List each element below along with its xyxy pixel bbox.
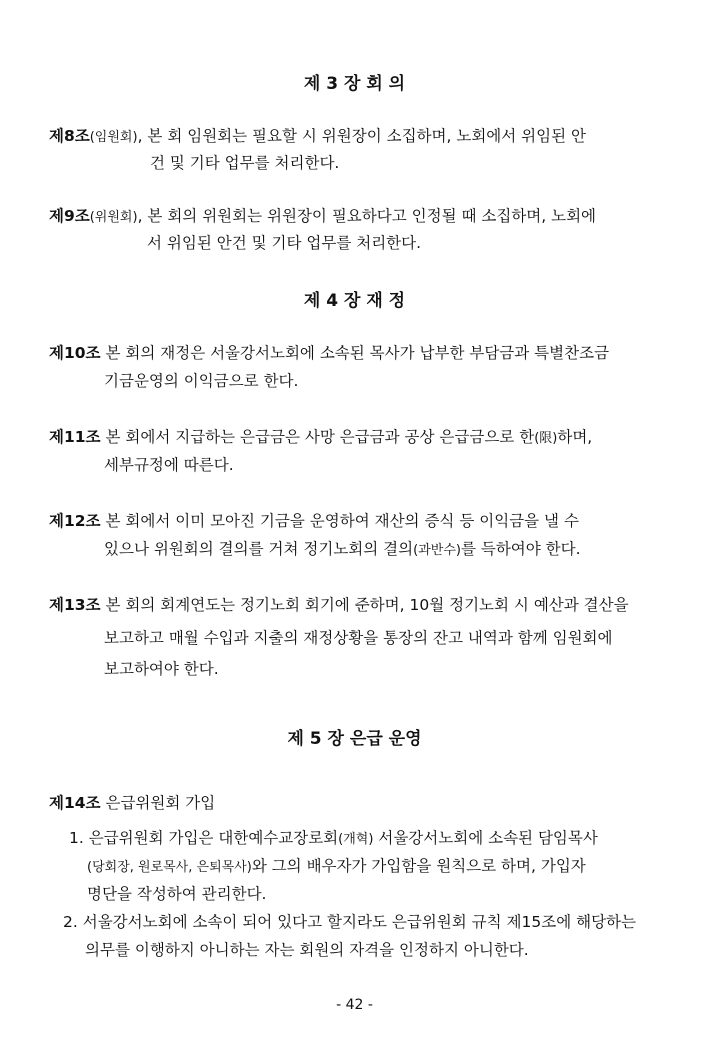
article-9-line-1 — [49, 206, 596, 228]
article-14-item-1-line-2 — [87, 856, 586, 878]
article-11-line-2: 세부규정에 따른다. — [104, 456, 234, 474]
article-12-text-2a: 있으나 위원회의 결의를 거쳐 정기노회의 결의 — [104, 540, 414, 558]
article-14-line-1 — [49, 793, 215, 813]
article-8-line-2: 건 및 기타 업무를 처리한다. — [150, 154, 340, 172]
article-14-item-1-line-1 — [69, 828, 598, 850]
article-14-item-1-text-2b: 와 그의 배우자가 가입함을 원칙으로 하며, 가입자 — [251, 857, 586, 875]
article-13-line-3: 보고하여야 한다. — [104, 660, 219, 678]
article-11-line-1 — [49, 427, 592, 449]
article-8-line-1 — [49, 126, 586, 148]
article-8-title: (임원회) — [89, 130, 138, 145]
article-11-text-1b: 하며, — [557, 428, 593, 446]
article-14-item-1-text-1b: 서울강서노회에 소속된 담임목사 — [373, 829, 598, 847]
article-12-text-2b: 를 득하여야 한다. — [460, 540, 581, 558]
article-13-number: 제13조 — [49, 596, 101, 614]
article-14-number: 제14조 — [49, 794, 101, 812]
article-9-line-2: 서 위임된 안건 및 기타 업무를 처리한다. — [147, 234, 422, 252]
article-13-line-1 — [49, 595, 629, 615]
article-9-title: (위원회) — [89, 210, 138, 225]
article-12-line-1 — [49, 511, 579, 531]
article-14-item-1-marker: 1. — [69, 829, 84, 847]
article-14-item-2-line-1 — [63, 912, 636, 932]
page-number: - 42 - — [336, 997, 373, 1013]
article-10-text-1: 본 회의 재정은 서울강서노회에 소속된 목사가 납부한 부담금과 특별찬조금 — [105, 344, 610, 362]
article-8-text-1: , 본 회 임원회는 필요할 시 위원장이 소집하며, 노회에서 위임된 안 — [137, 127, 586, 145]
article-11-paren: (限) — [534, 431, 558, 446]
article-10-number: 제10조 — [49, 344, 101, 362]
article-14-item-1-line-3: 명단을 작성하여 관리한다. — [87, 885, 267, 903]
article-12-paren: (과반수) — [413, 543, 461, 558]
article-10-line-1 — [49, 343, 609, 363]
article-12-number: 제12조 — [49, 512, 101, 530]
article-11-number: 제11조 — [49, 428, 101, 446]
article-14-item-2-text-1: 서울강서노회에 소속이 되어 있다고 할지라도 은급위원회 규칙 제15조에 해당하는 — [82, 913, 636, 931]
article-14-item-2-line-2: 의무를 이행하지 아니하는 자는 회원의 자격을 인정하지 아니한다. — [85, 941, 529, 959]
article-14-item-2-marker: 2. — [63, 913, 78, 931]
article-11-text-1a: 본 회에서 지급하는 은급금은 사망 은급금과 공상 은급금으로 한 — [105, 428, 535, 446]
chapter-5-heading: 제 5 장 은급 운영 — [287, 729, 422, 749]
article-13-line-2: 보고하고 매월 수입과 지출의 재정상황을 통장의 잔고 내역과 함께 임원회에 — [104, 629, 613, 647]
article-12-text-1: 본 회에서 이미 모아진 기금을 운영하여 재산의 증식 등 이익금을 낼 수 — [105, 512, 579, 530]
chapter-3-heading: 제 3 장 회 의 — [303, 74, 406, 94]
article-10-line-2: 기금운영의 이익금으로 한다. — [104, 372, 299, 390]
article-9-text-1: , 본 회의 위원회는 위원장이 필요하다고 인정될 때 소집하며, 노회에 — [137, 207, 597, 225]
article-8-number: 제8조 — [49, 127, 90, 145]
article-12-line-2 — [104, 539, 581, 561]
article-14-item-1-text-1a: 은급위원회 가입은 대한예수교장로회 — [88, 829, 339, 847]
article-9-number: 제9조 — [49, 207, 90, 225]
article-13-text-1: 본 회의 회계연도는 정기노회 회기에 준하며, 10월 정기노회 시 예산과 결산을 — [105, 596, 629, 614]
article-14-item-1-paren-1: (개혁) — [338, 832, 374, 847]
article-14-title: 은급위원회 가입 — [105, 794, 216, 812]
chapter-4-heading: 제 4 장 재 정 — [303, 291, 406, 311]
article-14-item-1-paren-2: (당회장, 원로목사, 은퇴목사) — [87, 860, 252, 875]
